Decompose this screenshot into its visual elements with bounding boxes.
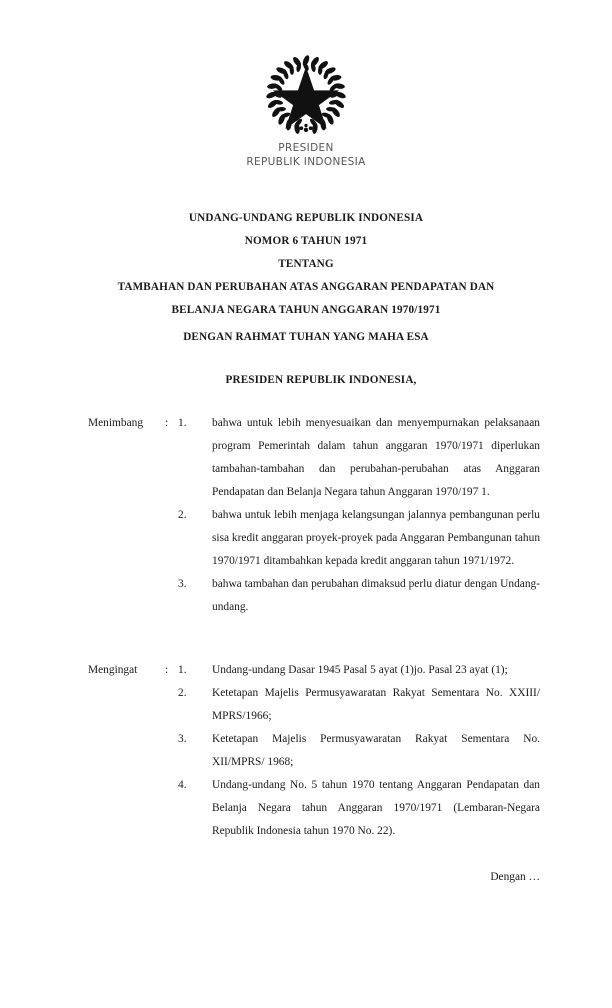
clause-text: Ketetapan Majelis Permusyawaratan Rakyat Sementara No. XII/MPRS/ 1968; [212, 733, 540, 768]
clause-text: Undang-undang No. 5 tahun 1970 tentang Anggaran Pendapatan dan Belanja Negara tahun Anggaran 1970/1971 (Lembaran-Negara Republik Indonesia tahun 1970 No. 22). [212, 779, 540, 837]
clause-text: bahwa untuk lebih menyesuaikan dan menyempurnakan pelaksanaan program Pemerintah dalam tahun anggaran 1970/1971 diperlukan tambahan-tambahan dan perubahan-perubahan atas Anggaran Pendapatan dan Belanja Negara tahun Anggaran 1970/197 1. [212, 417, 540, 498]
title-line-law-name: UNDANG-UNDANG REPUBLIK INDONESIA [188, 212, 424, 224]
emblem-caption [0, 142, 612, 169]
clause-row [88, 504, 540, 573]
title-line-number: NOMOR 6 TAHUN 1971 [244, 235, 368, 247]
clause-number: 1. [178, 417, 187, 429]
presidential-emblem-block [0, 52, 612, 169]
clause-text: bahwa tambahan dan perubahan dimaksud perlu diatur dengan Undang-undang. [212, 578, 540, 613]
clause-row [88, 573, 540, 619]
clause-row [88, 728, 540, 774]
clause-text: bahwa untuk lebih menjaga kelangsungan jalannya pembangunan perlu sisa kredit anggaran proyek-proyek pada Anggaran Pembangunan tahun 1970/1971 ditambahkan kepada kredit anggaran tahun 1971/1972. [212, 509, 541, 567]
page-title [56, 207, 556, 322]
clause-number: 1. [178, 664, 187, 676]
indonesia-presidential-seal-icon [263, 52, 349, 138]
menimbang-section [88, 412, 540, 619]
clause-number: 3. [178, 578, 187, 590]
emblem-caption-line-1: PRESIDEN [278, 142, 334, 154]
clause-row [88, 774, 540, 843]
clause-row [88, 659, 540, 682]
menimbang-colon: : [165, 417, 169, 429]
clause-row [88, 412, 540, 504]
page-continuation-note: Dengan … [490, 871, 540, 883]
issuing-authority: PRESIDEN REPUBLIK INDONESIA, [225, 374, 417, 386]
invocation-line: DENGAN RAHMAT TUHAN YANG MAHA ESA [183, 331, 429, 343]
title-line-tentang: TENTANG [278, 258, 334, 270]
clause-number: 2. [178, 509, 187, 521]
clause-number: 3. [178, 733, 187, 745]
mengingat-colon: : [165, 664, 169, 676]
clause-text: Undang-undang Dasar 1945 Pasal 5 ayat (1)jo. Pasal 23 ayat (1); [212, 664, 508, 676]
clause-text: Ketetapan Majelis Permusyawaratan Rakyat Sementara No. XXIII/ MPRS/1966; [212, 687, 540, 722]
emblem-caption-line-2: REPUBLIK INDONESIA [246, 155, 366, 168]
mengingat-label: Mengingat [88, 664, 138, 676]
clause-number: 2. [178, 687, 187, 699]
mengingat-section [88, 659, 540, 843]
clause-number: 4. [178, 779, 187, 791]
title-line-subject-2: BELANJA NEGARA TAHUN ANGGARAN 1970/1971 [171, 304, 441, 316]
clause-row [88, 682, 540, 728]
title-line-subject-1: TAMBAHAN DAN PERUBAHAN ATAS ANGGARAN PENDAPATAN DAN [117, 281, 495, 293]
menimbang-label: Menimbang [88, 417, 144, 429]
